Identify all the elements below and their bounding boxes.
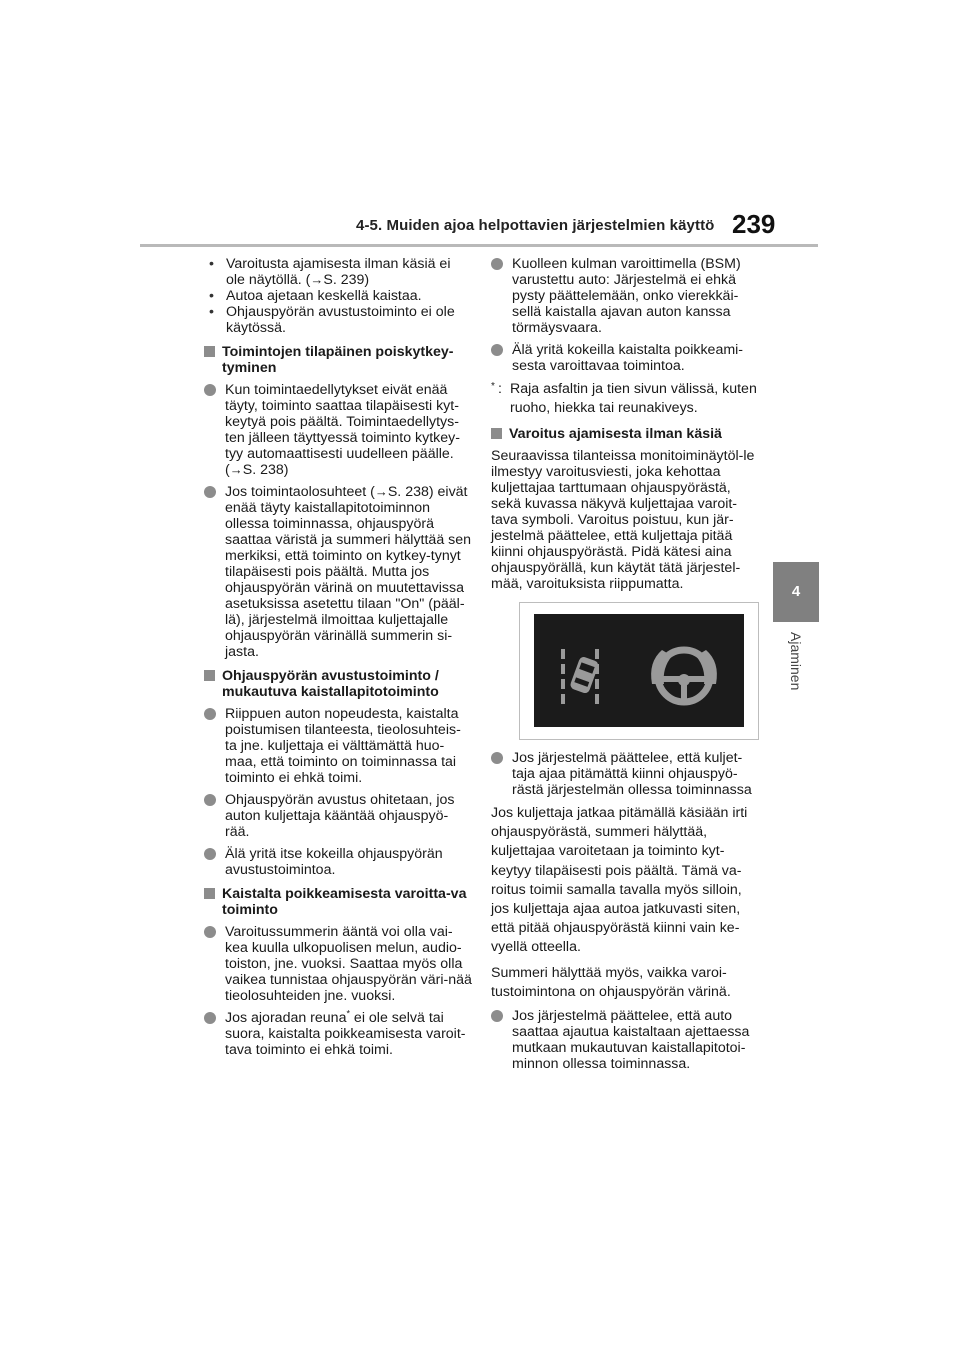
circle-marker-icon <box>491 1010 503 1022</box>
right-column <box>491 256 759 1078</box>
chapter-tab-label: Ajaminen <box>788 632 804 691</box>
circle-marker-icon <box>491 344 503 356</box>
arrow-right-icon: → <box>229 462 243 477</box>
page-reference-link[interactable]: S. 239) <box>323 272 370 288</box>
list-item: • Autoa ajetaan keskellä kaistaa. <box>209 288 422 304</box>
circle-marker-icon <box>204 1012 216 1024</box>
page-reference-link[interactable]: S. 238) <box>242 462 289 478</box>
bullet-icon: • <box>209 256 214 272</box>
chapter-tab[interactable]: 4 <box>773 562 819 622</box>
list-item: Riippuen auton nopeudesta, kaistalta poistumisen tilanteesta, tieolosuhteis-ta jne. kuljettaja ei välttämättä huo-maa, että toiminto on toiminnassa tai toiminto ei ehkä toimi. <box>204 706 472 786</box>
circle-marker-icon <box>204 384 216 396</box>
page-reference-link[interactable]: S. 238) <box>387 484 434 500</box>
list-item: Kuolleen kulman varoittimella (BSM) varustettu auto: Järjestelmä ei ehkä pysty päättelemään, onko vierekkäi-sellä kaistalla ajavan auton kanssa törmäysvaara. <box>491 256 759 336</box>
list-item: Älä yritä kokeilla kaistalta poikkeami-sesta varoittavaa toimintoa. <box>491 342 759 374</box>
arrow-right-icon: → <box>310 272 324 287</box>
circle-marker-icon <box>204 926 216 938</box>
multi-information-display <box>534 614 744 727</box>
footnote-marker: * <box>491 381 495 392</box>
body-paragraph: Seuraavissa tilanteissa monitoiminäytöl-le ilmestyy varoitusviesti, joka kehottaa kuljettajaa tarttumaan ohjauspyörästä, sekä kuvassa näkyvä kuljettajaa varoit-tava symboli. Varoitus poistuu, kun jär-jestelmä päättelee, että kuljettaja pitää kiinni ohjauspyörästä. Pidä kätesi aina ohjauspyörällä, kun käytät tätä järjestel-mää, varoituksista riippumatta. <box>491 448 755 592</box>
bullet-icon: • <box>209 304 214 320</box>
square-marker-icon <box>204 670 215 681</box>
circle-marker-icon <box>204 848 216 860</box>
list-item: Jos järjestelmä päättelee, että kuljet-taja ajaa pitämättä kiinni ohjauspyö-rästä järjestelmän ollessa toiminnassa <box>491 750 759 798</box>
arrow-right-icon: → <box>374 484 388 499</box>
page-number: 239 <box>732 209 776 239</box>
left-column <box>204 256 472 1064</box>
list-item: Varoitussummerin ääntä voi olla vai-kea kuulla ulkopuolisen melun, audio-toiston, jne. vuoksi. Saattaa myös olla vaikea tunnistaa ohjauspyörän väri-nää tieolosuhteiden jne. vuoksi. <box>204 924 472 1004</box>
section-heading: Kaistalta poikkeamisesta varoitta-va toiminto <box>204 886 472 918</box>
section-heading: Toimintojen tilapäinen poiskytkey-tyminen <box>204 344 472 376</box>
body-paragraph: Jos kuljettaja jatkaa pitämällä käsiään irti ohjauspyörästä, summeri hälyttää, kuljettajaa varoitetaan ja toiminto kyt-keytyy tilapäisesti pois päältä. Tämä va-roitus toimii samalla tavalla myös silloin, jos kuljettaja ajaa autoa jatkuvasti siten, että pitää ohjauspyörästä kiinni vain ke-vyellä otteella. <box>491 805 748 956</box>
square-marker-icon <box>204 346 215 357</box>
circle-marker-icon <box>204 486 216 498</box>
list-item: • Varoitusta ajamisesta ilman käsiä ei ole näytöllä. (→S. 239) <box>209 256 451 288</box>
footnote-marker: * <box>346 1008 350 1019</box>
footnote: * : Raja asfaltin ja tien sivun välissä, kuten ruoho, hiekka tai reunakiveys. <box>491 380 759 418</box>
bullet-icon: • <box>209 288 214 304</box>
body-paragraph: Summeri hälyttää myös, vaikka varoi-tustoimintona on ohjauspyörän värinä. <box>491 964 731 1000</box>
list-item: Kun toimintaedellytykset eivät enää täyty, toiminto saattaa tilapäisesti kyt-keytyä pois päältä. Toimintaedellytys-ten jälleen täyttyessä toiminto kytkey-tyy automaattisesti uudelleen päälle. (→S. 238) <box>204 382 472 478</box>
chapter-header-title: 4-5. Muiden ajoa helpottavien järjestelmien käyttö <box>356 217 715 234</box>
section-heading: Ohjauspyörän avustustoiminto / mukautuva kaistallapitotoiminto <box>204 668 472 700</box>
list-item: Älä yritä itse kokeilla ohjauspyörän avustustoimintoa. <box>204 846 472 878</box>
list-item: Jos järjestelmä päättelee, että auto saattaa ajautua kaistaltaan ajettaessa mutkaan mukautuvan kaistallapitotoi-minnon ollessa toiminnassa. <box>491 1008 759 1072</box>
header-divider <box>140 244 818 247</box>
circle-marker-icon <box>204 794 216 806</box>
list-item: Ohjauspyörän avustus ohitetaan, jos auton kuljettaja kääntää ohjauspyö-rää. <box>204 792 472 840</box>
hands-on-steering-wheel-icon <box>534 614 744 727</box>
square-marker-icon <box>491 428 502 439</box>
warning-display-figure <box>519 602 759 740</box>
list-item: • Ohjauspyörän avustustoiminto ei ole käytössä. <box>209 304 455 336</box>
square-marker-icon <box>204 888 215 899</box>
section-heading: Varoitus ajamisesta ilman käsiä <box>491 426 759 442</box>
circle-marker-icon <box>491 258 503 270</box>
list-item: Jos ajoradan reuna* ei ole selvä tai suora, kaistalta poikkeamisesta varoit-tava toiminto ei ehkä toimi. <box>204 1010 472 1058</box>
circle-marker-icon <box>491 752 503 764</box>
circle-marker-icon <box>204 708 216 720</box>
list-item: Jos toimintaolosuhteet (→S. 238) eivät enää täyty kaistallapitotoiminnon ollessa toiminnassa, ohjauspyörä saattaa väristä ja summeri hälyttää sen merkiksi, että toiminto on kytkey-tynyt tilapäisesti pois päältä. Mutta jos ohjauspyörän värinä on muutettavissa asetuksissa asetettu tilaan "On" (pääl-lä), järjestelmä ilmoittaa kuljettajalle ohjauspyörän värinällä summerin si-jasta. <box>204 484 472 660</box>
